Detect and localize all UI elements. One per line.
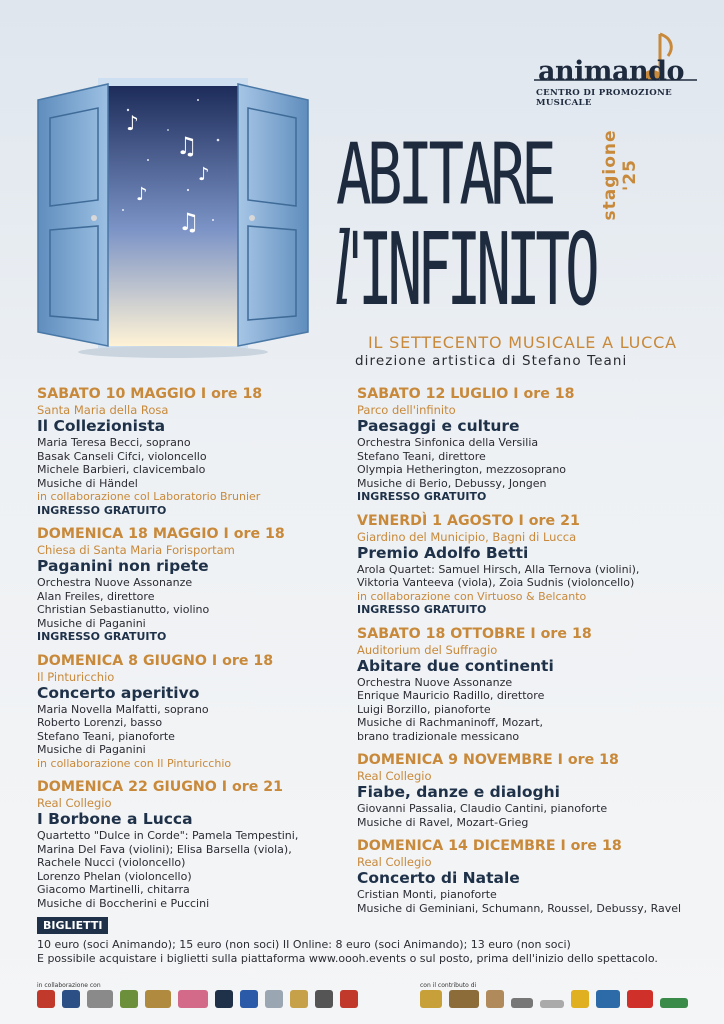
- event-performer-line: Christian Sebastianutto, violino: [37, 603, 210, 616]
- event-date: DOMENICA 18 MAGGIO I ore 18: [37, 526, 285, 542]
- partner-logos: [37, 990, 358, 1008]
- event-venue: Giardino del Municipio, Bagni di Lucca: [357, 529, 577, 544]
- event-block: [37, 779, 367, 910]
- event-venue: Real Collegio: [357, 769, 432, 783]
- event-performer-line: Musiche di Rachmaninoff, Mozart,: [357, 716, 544, 729]
- title-infinito: INFINITO: [357, 213, 595, 329]
- event-title: Paganini non ripete: [37, 557, 209, 575]
- partner-logo: [178, 990, 208, 1008]
- contrib-label: con il contributo di: [420, 982, 477, 989]
- event-block: [357, 626, 687, 744]
- tickets-prices: 10 euro (soci Animando); 15 euro (non soci) II Online: 8 euro (soci Animando); 13 euro (non soci): [37, 938, 571, 951]
- partner-logo: [315, 990, 333, 1008]
- event-performer-line: Enrique Mauricio Radillo, direttore: [357, 689, 545, 702]
- event-performer-line: Giovanni Passalia, Claudio Cantini, pianoforte: [357, 802, 608, 815]
- partner-logo: [290, 990, 308, 1008]
- event-performer-line: Orchestra Nuove Assonanze: [37, 576, 193, 589]
- event-performer-line: Lorenzo Phelan (violoncello): [37, 869, 192, 883]
- open-door-illustration: [28, 70, 318, 360]
- event-venue: Auditorium del Suffragio: [357, 642, 498, 657]
- event-performer-line: Rachele Nucci (violoncello): [37, 856, 186, 869]
- free-entry-badge: INGRESSO GRATUITO: [357, 603, 487, 616]
- event-performer-line: Musiche di Berio, Debussy, Jongen: [357, 476, 547, 490]
- main-title-line2: [334, 213, 595, 328]
- event-date: SABATO 18 OTTOBRE I ore 18: [357, 625, 592, 642]
- event-date: DOMENICA 8 GIUGNO I ore 18: [37, 652, 274, 669]
- collab-label: in collaborazione con: [37, 982, 101, 989]
- event-title: Abitare due continenti: [357, 656, 554, 675]
- event-block: [357, 513, 687, 617]
- event-performer-line: Orchestra Sinfonica della Versilia: [357, 436, 539, 449]
- sponsor-logo: [449, 990, 479, 1008]
- logo-wordmark: animando: [538, 56, 684, 87]
- main-title-line1: ABITARE: [336, 126, 552, 225]
- partner-logo: [145, 990, 171, 1008]
- event-performer-line: Musiche di Paganini: [37, 743, 146, 756]
- event-date: DOMENICA 9 NOVEMBRE I ore 18: [357, 752, 619, 768]
- sponsor-logo: [596, 990, 620, 1008]
- partner-logo: [120, 990, 138, 1008]
- event-block: [357, 838, 687, 915]
- event-performer-line: Marina Del Fava (violini); Elisa Barsella (viola),: [37, 842, 292, 856]
- event-title: I Borbone a Lucca: [37, 810, 193, 828]
- partner-logo: [240, 990, 258, 1008]
- tickets-label: BIGLIETTI: [37, 917, 108, 934]
- event-title: Fiabe, danze e dialoghi: [357, 783, 560, 801]
- event-performer-line: Basak Canseli Cifci, violoncello: [37, 449, 207, 463]
- event-performer-line: Luigi Borzillo, pianoforte: [357, 702, 491, 716]
- event-performer-line: Alan Freiles, direttore: [37, 589, 155, 603]
- event-block: [357, 386, 687, 504]
- sponsor-logo: [511, 998, 533, 1008]
- event-performer-line: Musiche di Boccherini e Puccini: [37, 896, 210, 910]
- event-performer-line: Michele Barbieri, clavicembalo: [37, 463, 206, 476]
- event-performer-line: Arola Quartet: Samuel Hirsch, Alla Ternova (violini),: [357, 562, 640, 576]
- sponsor-logo: [420, 990, 442, 1008]
- partner-logo: [265, 990, 283, 1008]
- event-title: Paesaggi e culture: [357, 417, 520, 435]
- event-date: DOMENICA 14 DICEMBRE I ore 18: [357, 838, 622, 854]
- sponsor-logo: [486, 990, 504, 1008]
- sponsor-logo: [540, 1000, 564, 1008]
- event-performer-line: brano tradizionale messicano: [357, 729, 520, 743]
- event-performer-line: Olympia Hetherington, mezzosoprano: [357, 463, 567, 476]
- events-column-right: [357, 386, 687, 924]
- sponsor-logo: [571, 990, 589, 1008]
- partner-logo: [340, 990, 358, 1008]
- subtitle: IL SETTECENTO MUSICALE A LUCCA: [368, 333, 677, 352]
- event-title: Il Collezionista: [37, 417, 166, 435]
- event-performer-line: Stefano Teani, pianoforte: [37, 729, 175, 743]
- event-block: [37, 526, 367, 644]
- tickets-purchase-info: E possibile acquistare i biglietti sulla piattaforma www.oooh.events o sul posto, prima dell'inizio dello spettacolo.: [37, 951, 658, 965]
- event-performer-line: Cristian Monti, pianoforte: [357, 888, 497, 901]
- event-title: Premio Adolfo Betti: [357, 543, 529, 562]
- partner-logo: [37, 990, 55, 1008]
- svg-text:♫: ♫: [176, 132, 198, 160]
- sponsor-logos: [420, 990, 688, 1008]
- svg-text:♪: ♪: [126, 111, 139, 135]
- event-performer-line: Viktoria Vanteeva (viola), Zoia Sudnis (violoncello): [357, 576, 635, 589]
- artistic-direction: direzione artistica di Stefano Teani: [355, 353, 628, 369]
- svg-text:♪: ♪: [198, 164, 210, 185]
- event-venue: Chiesa di Santa Maria Forisportam: [37, 543, 235, 557]
- partner-logo: [62, 990, 80, 1008]
- tickets-section: [37, 914, 697, 965]
- event-venue: Real Collegio: [357, 855, 432, 869]
- svg-text:♫: ♫: [178, 208, 200, 236]
- event-date: DOMENICA 22 GIUGNO I ore 21: [37, 779, 284, 795]
- partner-logo: [215, 990, 233, 1008]
- logo-subtitle: CENTRO DI PROMOZIONE MUSICALE: [536, 88, 672, 108]
- event-performer-line: Musiche di Paganini: [37, 616, 146, 630]
- event-collaboration: in collaborazione con Il Pinturicchio: [37, 756, 232, 770]
- svg-text:♪: ♪: [136, 184, 148, 205]
- free-entry-badge: INGRESSO GRATUITO: [37, 630, 167, 643]
- event-performer-line: Maria Novella Malfatti, soprano: [37, 702, 209, 716]
- event-block: [357, 752, 687, 829]
- event-performer-line: Musiche di Ravel, Mozart-Grieg: [357, 815, 529, 829]
- event-performer-line: Roberto Lorenzi, basso: [37, 716, 163, 729]
- event-performer-line: Orchestra Nuove Assonanze: [357, 675, 513, 689]
- event-performer-line: Quartetto "Dulce in Corde": Pamela Tempestini,: [37, 829, 299, 842]
- event-date: SABATO 12 LUGLIO I ore 18: [357, 386, 575, 402]
- sponsor-logo: [660, 998, 688, 1008]
- animando-logo: [532, 30, 702, 108]
- event-title: Concerto di Natale: [357, 869, 520, 887]
- event-block: [37, 386, 367, 517]
- event-venue: Santa Maria della Rosa: [37, 403, 169, 417]
- events-column-left: [37, 386, 367, 919]
- event-date: VENERDÌ 1 AGOSTO I ore 21: [357, 512, 580, 529]
- sponsor-logo: [627, 990, 653, 1008]
- event-performer-line: Giacomo Martinelli, chitarra: [37, 883, 190, 896]
- event-date: SABATO 10 MAGGIO I ore 18: [37, 386, 263, 402]
- event-block: [37, 653, 367, 771]
- season-label: stagione '25: [600, 129, 640, 221]
- event-venue: Il Pinturicchio: [37, 669, 115, 684]
- event-performer-line: Stefano Teani, direttore: [357, 449, 486, 463]
- event-venue: Real Collegio: [37, 796, 112, 810]
- event-collaboration: in collaborazione col Laboratorio Brunier: [37, 490, 261, 503]
- free-entry-badge: INGRESSO GRATUITO: [357, 490, 487, 503]
- event-performer-line: Maria Teresa Becci, soprano: [37, 436, 191, 449]
- event-performer-line: Musiche di Geminiani, Schumann, Roussel, Debussy, Ravel: [357, 901, 682, 915]
- title-apostrophe-l: l': [334, 213, 358, 329]
- event-venue: Parco dell'infinito: [357, 403, 456, 417]
- event-performer-line: Musiche di Händel: [37, 476, 138, 490]
- free-entry-badge: INGRESSO GRATUITO: [37, 503, 167, 517]
- event-collaboration: in collaborazione con Virtuoso & Belcanto: [357, 589, 587, 603]
- event-title: Concerto aperitivo: [37, 683, 200, 702]
- partner-logo: [87, 990, 113, 1008]
